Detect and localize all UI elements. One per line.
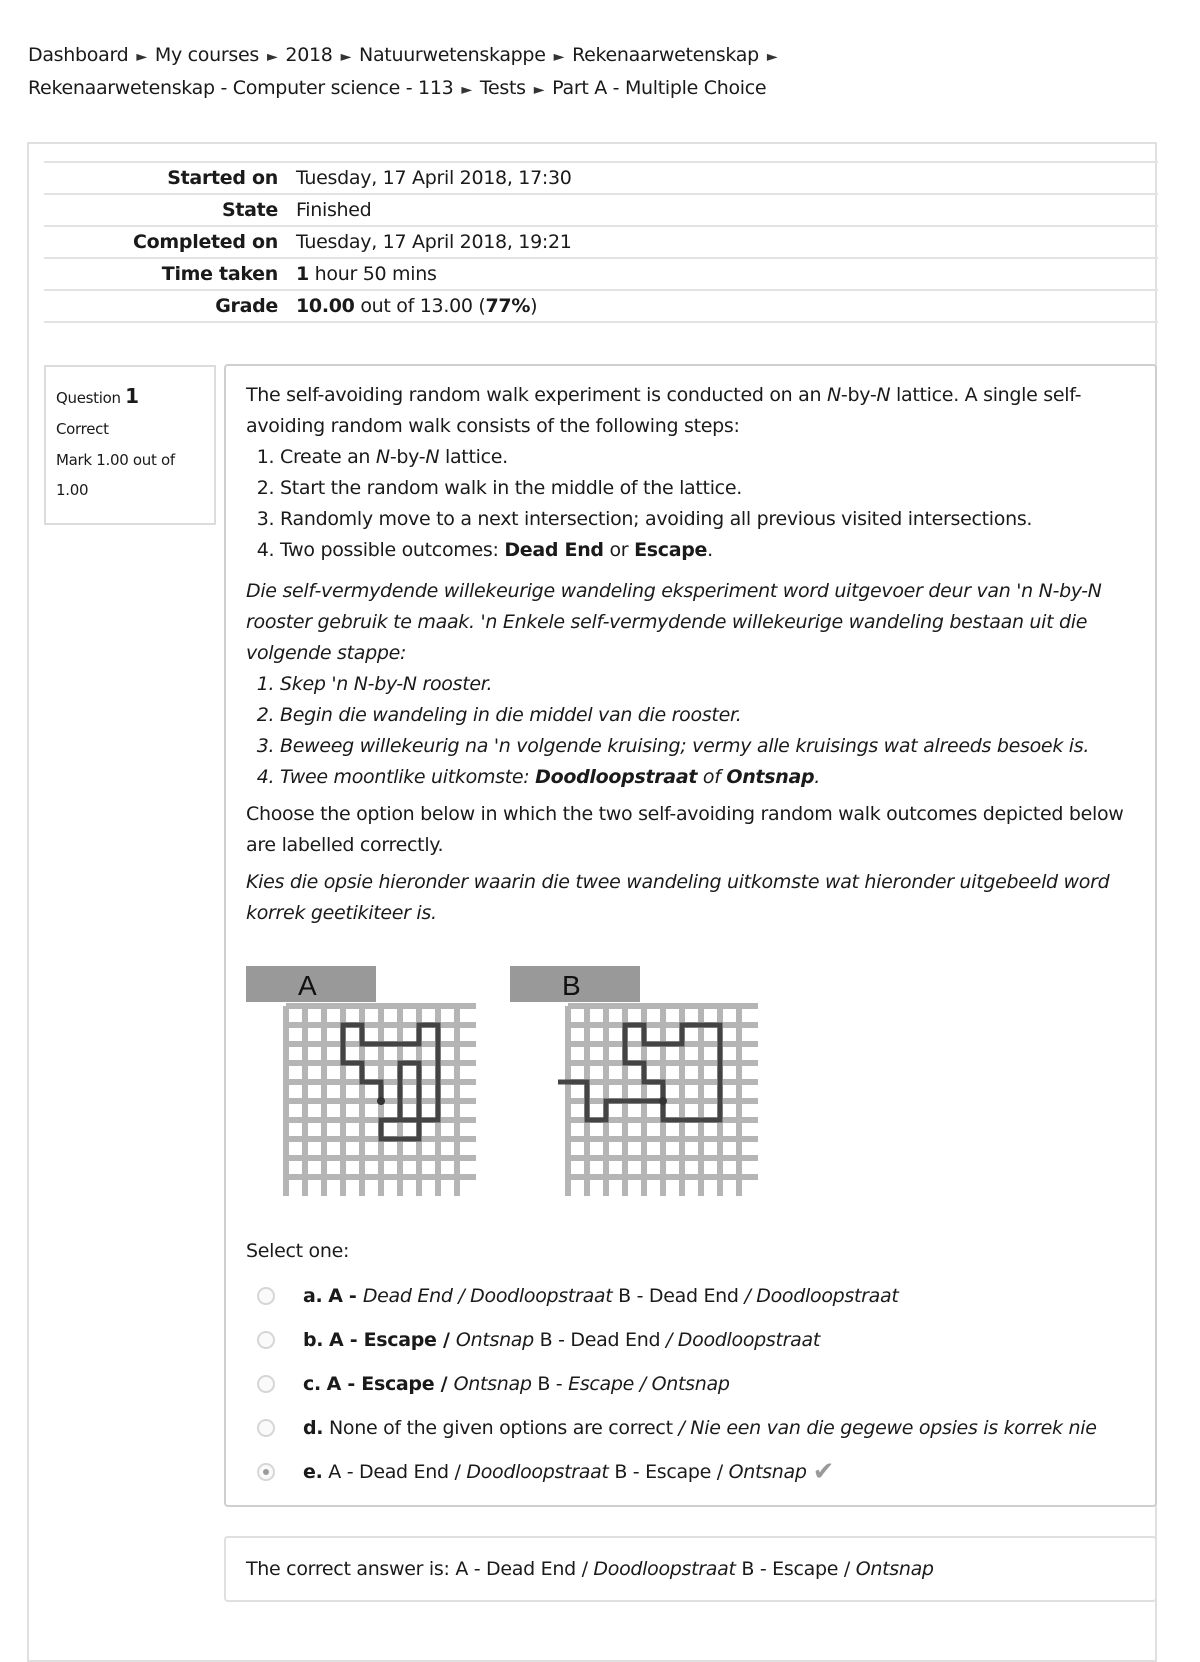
intro-en-text: The self-avoiding random walk experiment is conducted on an (246, 384, 827, 406)
step-n: N (375, 446, 390, 468)
step-en-1 (280, 442, 1146, 473)
question-info (44, 365, 216, 525)
step-text: . (707, 539, 713, 561)
option-part: A - Escape / (326, 1373, 454, 1395)
option-part: Ontsnap (455, 1329, 534, 1351)
summary-label: Grade (44, 290, 290, 322)
step-text: Twee moontlike uitkomste: (280, 766, 536, 788)
option-c[interactable] (252, 1362, 1152, 1406)
breadcrumb-separator-icon: ► (461, 82, 472, 98)
step-text: -by- (389, 446, 426, 468)
step-text: Two possible outcomes: (280, 539, 505, 561)
figure-a-label: A (298, 970, 317, 1001)
option-d[interactable] (252, 1406, 1152, 1450)
summary-value: Finished (290, 194, 1158, 226)
option-part: / Doodloopstraat (744, 1285, 899, 1307)
summary-label: State (44, 194, 290, 226)
step-en-3: 3. Randomly move to a next intersection; avoiding all previous visited intersections. (280, 504, 1146, 535)
walk-start-b (659, 1097, 667, 1105)
step-af-4 (280, 762, 1146, 793)
intro-en-text: lattice. A single self-avoiding random walk consists of the following steps: (246, 384, 1082, 437)
intro-af: Die self-vermydende willekeurige wandeling eksperiment word uitgevoer deur van 'n N-by-N rooster gebruik te maak. 'n Enkele self-vermydende willekeurige wandeling bestaan uit die volgende stappe: (246, 580, 1102, 664)
option-a[interactable] (252, 1274, 1152, 1318)
step-text: . (814, 766, 821, 788)
step-af-3: 3. Beweeg willekeurig na 'n volgende kruising; vermy alle kruisings wat alreeds besoek is. (280, 731, 1146, 762)
breadcrumb-separator-icon: ► (340, 49, 352, 65)
summary-value: Tuesday, 17 April 2018, 19:21 (290, 226, 1158, 258)
option-part: A - Dead End / (328, 1461, 467, 1483)
step-text: or (603, 539, 635, 561)
grade-value: 10.00 (296, 295, 355, 317)
option-b-text (303, 1329, 820, 1351)
breadcrumb (28, 40, 1178, 106)
figure-b-label: B (562, 970, 581, 1001)
summary-row-grade (44, 290, 1158, 322)
breadcrumb-my-courses[interactable]: My courses (154, 44, 259, 66)
option-part: / Nie een van die gegewe opsies is korrek nie (678, 1417, 1097, 1439)
step-text: lattice. (439, 446, 508, 468)
breadcrumb-separator-icon: ► (766, 49, 778, 65)
step-bold: Doodloopstraat (535, 766, 698, 788)
intro-en (246, 380, 1146, 442)
option-part: A - (328, 1285, 363, 1307)
feedback-part: Ontsnap (855, 1558, 934, 1580)
walk-figure-a (246, 966, 476, 1196)
intro-en-n: N (876, 384, 891, 406)
question-label: Question (56, 389, 121, 407)
option-letter: c. (303, 1373, 321, 1395)
step-bold: Escape (634, 539, 708, 561)
breadcrumb-separator-icon: ► (266, 49, 278, 65)
walk-figure-b (510, 966, 760, 1196)
feedback-part: The correct answer is: A - Dead End / (246, 1558, 594, 1580)
summary-label: Completed on (44, 226, 290, 258)
option-e-radio[interactable] (257, 1463, 275, 1481)
question-mark: Mark 1.00 out of 1.00 (56, 451, 175, 499)
prompt-af: Kies die opsie hieronder waarin die twee wandeling uitkomste wat hieronder uitgebeeld word korrek geetikiteer is. (246, 871, 1110, 924)
step-bold: Dead End (504, 539, 604, 561)
summary-row-started (44, 162, 1158, 194)
intro-en-n: N (826, 384, 841, 406)
option-letter: e. (303, 1461, 323, 1483)
grade-percent: 77% (485, 295, 531, 317)
breadcrumb-separator-icon: ► (533, 82, 545, 98)
walk-start-a (377, 1097, 385, 1105)
question-state: Correct (56, 420, 109, 438)
walk-path-b (558, 1025, 720, 1120)
option-letter: b. (303, 1329, 324, 1351)
feedback-part: B - Escape / (735, 1558, 856, 1580)
breadcrumb-tests[interactable]: Tests (479, 77, 526, 99)
step-en-4 (280, 535, 1146, 566)
option-part: B - Dead End (612, 1285, 745, 1307)
step-af-1: 1. Skep 'n N-by-N rooster. (280, 669, 1146, 700)
option-part: B - (531, 1373, 569, 1395)
step-n: N (425, 446, 440, 468)
correct-check-icon: ✔ (812, 1457, 835, 1487)
option-part: Doodloopstraat (466, 1461, 609, 1483)
option-d-radio[interactable] (257, 1419, 275, 1437)
summary-row-time (44, 258, 1158, 290)
option-part: Dead End / Doodloopstraat (362, 1285, 613, 1307)
step-bold: Ontsnap (726, 766, 815, 788)
select-one-label: Select one: (246, 1240, 350, 1262)
option-part: Ontsnap (728, 1461, 807, 1483)
summary-label: Started on (44, 162, 290, 194)
summary-label: Time taken (44, 258, 290, 290)
breadcrumb-natuurwetenskappe[interactable]: Natuurwetenskappe (359, 44, 546, 66)
time-rest: hour 50 mins (308, 263, 437, 285)
option-c-text (303, 1373, 730, 1395)
option-part: B - Dead End (533, 1329, 666, 1351)
option-part: Ontsnap (453, 1373, 532, 1395)
correct-answer-feedback (224, 1536, 1157, 1602)
option-a-text (303, 1285, 899, 1307)
breadcrumb-part-a[interactable]: Part A - Multiple Choice (552, 77, 767, 99)
step-text: Create an (280, 446, 376, 468)
feedback-part: Doodloopstraat (593, 1558, 736, 1580)
option-c-radio[interactable] (257, 1375, 275, 1393)
question-text (246, 380, 1146, 929)
step-text: of (697, 766, 727, 788)
answer-options (252, 1274, 1152, 1494)
option-part: None of the given options are correct (328, 1417, 679, 1439)
grade-end: ) (530, 295, 538, 317)
breadcrumb-separator-icon: ► (136, 49, 147, 65)
attempt-summary-table (44, 161, 1158, 323)
question-no: 1 (125, 384, 139, 408)
option-d-text (303, 1417, 1097, 1439)
option-letter: a. (303, 1285, 323, 1307)
breadcrumb-rekenaarwetenskap[interactable]: Rekenaarwetenskap (572, 44, 759, 66)
option-letter: d. (303, 1417, 324, 1439)
breadcrumb-2018[interactable]: 2018 (285, 44, 333, 66)
breadcrumb-dashboard[interactable]: Dashboard (28, 44, 129, 66)
summary-value: Tuesday, 17 April 2018, 17:30 (290, 162, 1158, 194)
option-b[interactable] (252, 1318, 1152, 1362)
option-a-radio[interactable] (257, 1287, 275, 1305)
steps-af (246, 669, 1146, 793)
intro-en-text: -by- (840, 384, 877, 406)
summary-row-completed (44, 226, 1158, 258)
grade-mid: out of 13.00 ( (354, 295, 486, 317)
step-en-2: 2. Start the random walk in the middle of the lattice. (280, 473, 1146, 504)
option-b-radio[interactable] (257, 1331, 275, 1349)
option-e-text (303, 1461, 807, 1483)
step-af-2: 2. Begin die wandeling in die middel van die rooster. (280, 700, 1146, 731)
summary-row-state (44, 194, 1158, 226)
breadcrumb-separator-icon: ► (553, 49, 565, 65)
summary-value (290, 258, 1158, 290)
option-part: Escape / Ontsnap (568, 1373, 730, 1395)
breadcrumb-course[interactable]: Rekenaarwetenskap - Computer science - 113 (28, 77, 454, 99)
prompt-en: Choose the option below in which the two self-avoiding random walk outcomes depicted below are labelled correctly. (246, 803, 1124, 856)
option-part: B - Escape / (608, 1461, 729, 1483)
steps-en (246, 442, 1146, 566)
option-part: / Doodloopstraat (665, 1329, 821, 1351)
time-hours: 1 (296, 263, 309, 285)
option-e[interactable] (252, 1450, 1152, 1494)
option-part: A - Escape / (328, 1329, 456, 1351)
question-number (56, 381, 204, 414)
summary-value (290, 290, 1158, 322)
